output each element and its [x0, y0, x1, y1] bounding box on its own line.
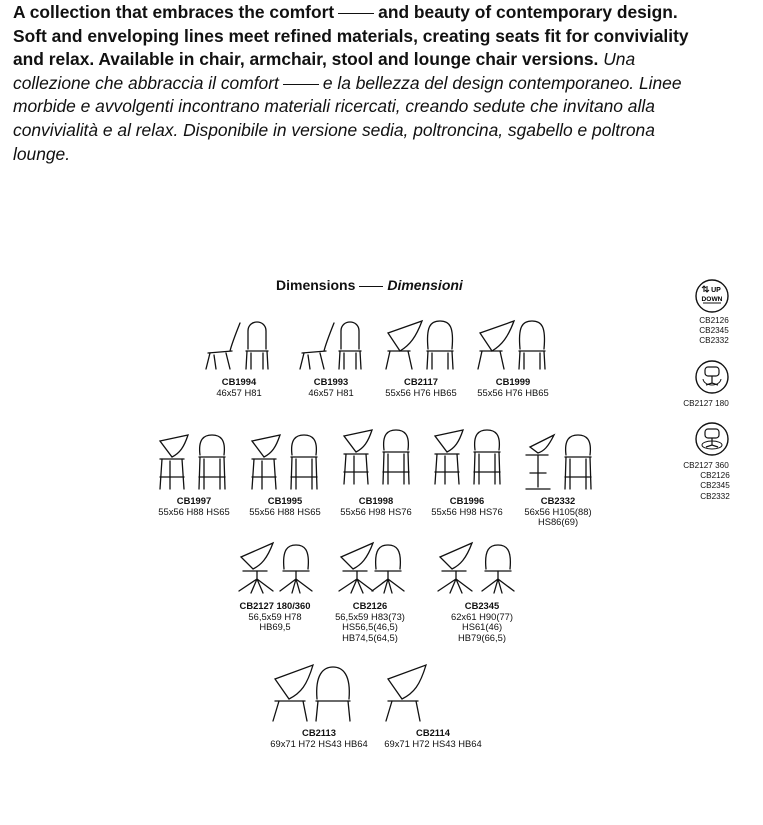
- product-label: [375, 377, 467, 398]
- product-code: CB1999: [495, 376, 531, 387]
- star-chair-front-cb2345: [482, 545, 514, 593]
- armchair-front-cb2117: [427, 321, 453, 369]
- armchair-front-cb1999: [519, 321, 545, 369]
- product-label: [292, 377, 370, 398]
- product-label: [263, 728, 375, 749]
- stool-side-cb1997: [160, 435, 188, 489]
- legend-code: CB2345: [699, 326, 729, 336]
- stool-side-cb1996: [435, 430, 463, 484]
- product-dims: 46x57 H81: [308, 386, 354, 398]
- chair-side-cb1993: [300, 323, 334, 369]
- chair-front-cb1994: [246, 322, 268, 369]
- intro-it-2: e la bellezza del design contemporaneo. Linee morbide e avvolgenti incontrano materiali ricercati, creando sedute che invitano alla convivialità e al relax. Disponibile in versione sedia, poltroncina, sgabello e poltrona lounge.: [13, 72, 682, 164]
- product-label: [467, 377, 559, 398]
- product-dims: 55x56 H88 HS65: [158, 505, 230, 517]
- swivel-stool-side-cb2332: [526, 435, 554, 489]
- star-chair-side-cb2126: [339, 543, 373, 593]
- lounge-side-cb2113: [273, 665, 313, 721]
- swivel-360-icon: [694, 421, 730, 457]
- product-code: CB2345: [464, 600, 500, 611]
- star-chair-side-cb2127: [239, 543, 273, 593]
- product-dims: 55x56 H98 HS76: [431, 505, 503, 517]
- lounge-side-cb2114: [386, 665, 426, 721]
- swivel360-codes: [671, 461, 741, 502]
- star-chair-side-cb2345: [438, 543, 472, 593]
- product-code: CB2127 180/360: [239, 600, 311, 611]
- stool-front-cb1998: [383, 430, 409, 484]
- product-label: [330, 496, 422, 517]
- star-chair-front-cb2126: [372, 545, 404, 593]
- lounge-front-cb2113: [316, 667, 350, 721]
- legend-code: CB2332: [700, 491, 730, 501]
- armchair-side-cb1999: [478, 321, 514, 369]
- product-code: CB2117: [404, 376, 438, 387]
- product-label: [421, 496, 513, 517]
- legend-code: CB2126: [699, 316, 729, 325]
- product-code: CB1997: [176, 495, 212, 506]
- product-code: CB2332: [540, 495, 576, 506]
- updown-codes: [679, 316, 749, 347]
- product-dims: 62x61 H90(77) HS61(46) HB79(66,5): [450, 610, 514, 643]
- product-code: CB2113: [302, 727, 336, 738]
- product-label: [200, 377, 278, 398]
- product-label: [512, 496, 604, 528]
- product-label: [239, 496, 331, 517]
- product-dims: 56x56 H105(88) HS86(69): [524, 505, 592, 528]
- intro-it-1: Una collezione che abbraccia il comfort: [13, 49, 636, 93]
- swivel-180-icon: [694, 359, 730, 395]
- product-dims: 56,5x59 H83(73) HS56,5(46,5) HB74,5(64,5): [335, 610, 405, 643]
- armchair-side-cb2117: [386, 321, 422, 369]
- stool-front-cb1997: [199, 435, 225, 489]
- product-label: [225, 601, 325, 633]
- dimensions-en: Dimensions: [276, 277, 356, 293]
- product-label: [437, 601, 527, 643]
- legend-code: CB2127 180: [683, 399, 729, 408]
- swivel180-codes: [671, 399, 741, 409]
- legend-code: CB2332: [699, 336, 729, 346]
- stool-side-cb1995: [252, 435, 280, 489]
- product-dims: 69x71 H72 HS43 HB64: [384, 737, 482, 749]
- product-dims: 56,5x59 H78 HB69,5: [248, 610, 302, 633]
- product-label: [148, 496, 240, 517]
- dimensions-it: Dimensioni: [387, 277, 463, 293]
- stool-front-cb1996: [474, 430, 500, 484]
- product-code: CB1994: [221, 376, 257, 387]
- product-code: CB2114: [416, 727, 450, 738]
- legend-code: CB2345: [700, 481, 730, 491]
- star-chair-front-cb2127: [280, 545, 312, 593]
- intro-en-1: A collection that embraces the comfort: [13, 2, 335, 22]
- product-code: CB1993: [313, 376, 349, 387]
- chair-side-cb1994: [206, 323, 240, 369]
- product-dims: 55x56 H76 HB65: [385, 386, 457, 398]
- stool-front-cb1995: [291, 435, 317, 489]
- swivel-stool-front-cb2332: [565, 435, 591, 489]
- intro-en-2: and beauty of contemporary design. Soft and enveloping lines meet refined materials, creating seats fit for conviviality and relax. Available in chair, armchair, stool and lounge chair versions.: [13, 2, 689, 70]
- product-dims: 46x57 H81: [216, 386, 262, 398]
- product-dims: 55x56 H88 HS65: [249, 505, 321, 517]
- stool-side-cb1998: [344, 430, 372, 484]
- product-label: [377, 728, 489, 749]
- chair-front-cb1993: [339, 322, 361, 369]
- product-code: CB2126: [352, 600, 388, 611]
- legend-code: CB2127 360: [683, 461, 729, 470]
- down-label: DOWN: [701, 296, 723, 303]
- up-label: UP: [711, 287, 721, 294]
- product-dims: 55x56 H76 HB65: [477, 386, 549, 398]
- product-dims: 69x71 H72 HS43 HB64: [270, 737, 368, 749]
- product-label: [325, 601, 415, 643]
- product-dims: 55x56 H98 HS76: [340, 505, 412, 517]
- legend-code: CB2126: [700, 471, 730, 481]
- product-code: CB1995: [267, 495, 303, 506]
- product-code: CB1998: [358, 495, 394, 506]
- product-code: CB1996: [449, 495, 485, 506]
- up-down-icon: [694, 278, 730, 314]
